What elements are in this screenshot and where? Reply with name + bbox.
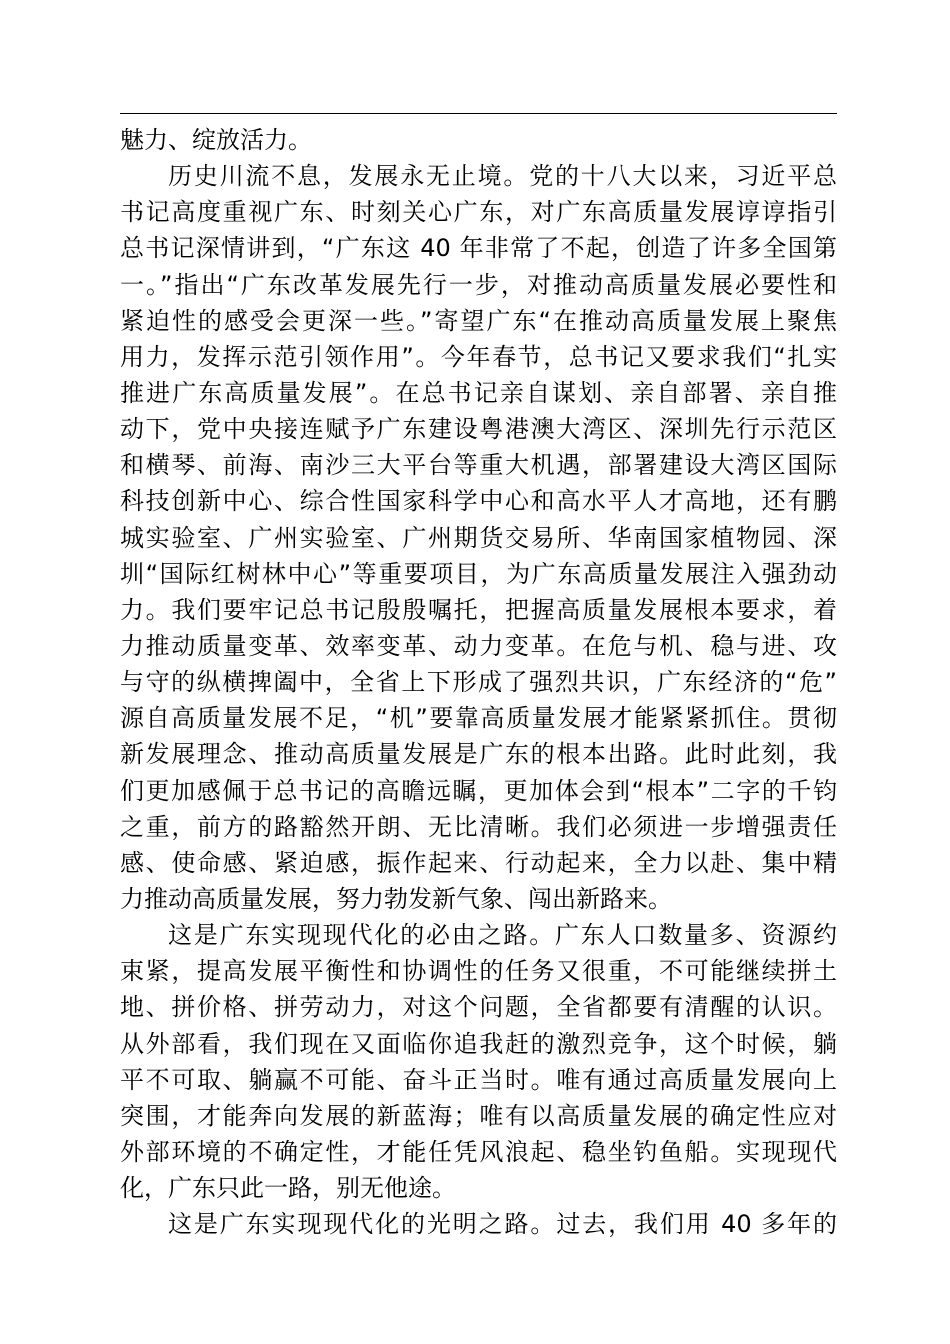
header-rule xyxy=(120,113,837,114)
text-line: 们更加感佩于总书记的高瞻远瞩，更加体会到“根本”二字的千钧 xyxy=(120,776,837,805)
text-line: 地、拼价格、拼劳动力，对这个问题，全省都要有清醒的认识。 xyxy=(120,993,837,1022)
text-line: 用力，发挥示范引领作用”。今年春节，总书记又要求我们“扎实 xyxy=(120,342,837,371)
text-line: 从外部看，我们现在又面临你追我赶的激烈竞争，这个时候，躺 xyxy=(120,1029,837,1058)
text-line: 新发展理念、推动高质量发展是广东的根本出路。此时此刻，我 xyxy=(120,740,837,769)
text-line: 外部环境的不确定性，才能任凭风浪起、稳坐钓鱼船。实现现代 xyxy=(120,1137,837,1166)
text-line: 科技创新中心、综合性国家科学中心和高水平人才高地，还有鹏 xyxy=(120,487,837,516)
text-line: 圳“国际红树林中心”等重要项目，为广东高质量发展注入强劲动 xyxy=(120,559,837,588)
text-line: 紧迫性的感受会更深一些。”寄望广东“在推动高质量发展上聚焦 xyxy=(120,306,837,335)
body-text xyxy=(120,122,837,1242)
text-line: 总书记深情讲到，“广东这 40 年非常了不起，创造了许多全国第 xyxy=(120,234,837,263)
text-line: 力推动高质量发展，努力勃发新气象、闯出新路来。 xyxy=(120,884,672,913)
text-line: 这是广东实现现代化的必由之路。广东人口数量多、资源约 xyxy=(168,921,837,950)
text-line: 平不可取、躺赢不可能、奋斗正当时。唯有通过高质量发展向上 xyxy=(120,1065,837,1094)
text-line: 束紧，提高发展平衡性和协调性的任务又很重，不可能继续拼土 xyxy=(120,957,837,986)
text-line: 历史川流不息，发展永无止境。党的十八大以来，习近平总 xyxy=(168,162,837,191)
text-line: 力推动质量变革、效率变革、动力变革。在危与机、稳与进、攻 xyxy=(120,631,837,660)
text-line: 魅力、绽放活力。 xyxy=(120,126,312,154)
text-line: 一。”指出“广东改革发展先行一步，对推动高质量发展必要性和 xyxy=(120,270,837,299)
text-line: 化，广东只此一路，别无他途。 xyxy=(120,1174,456,1203)
text-line: 城实验室、广州实验室、广州期货交易所、华南国家植物园、深 xyxy=(120,523,837,552)
text-line: 感、使命感、紧迫感，振作起来、行动起来，全力以赴、集中精 xyxy=(120,848,837,877)
text-line: 和横琴、前海、南沙三大平台等重大机遇，部署建设大湾区国际 xyxy=(120,451,837,480)
text-line: 与守的纵横捭阖中，全省上下形成了强烈共识，广东经济的“危” xyxy=(120,668,837,697)
text-line: 源自高质量发展不足，“机”要靠高质量发展才能紧紧抓住。贯彻 xyxy=(120,704,837,733)
text-line: 力。我们要牢记总书记殷殷嘱托，把握高质量发展根本要求，着 xyxy=(120,595,837,624)
text-line: 之重，前方的路豁然开朗、无比清晰。我们必须进一步增强责任 xyxy=(120,812,837,841)
text-line: 书记高度重视广东、时刻关心广东，对广东高质量发展谆谆指引 xyxy=(120,198,837,227)
text-line: 这是广东实现现代化的光明之路。过去，我们用 40 多年的 xyxy=(168,1210,837,1239)
text-line: 推进广东高质量发展”。在总书记亲自谋划、亲自部署、亲自推 xyxy=(120,378,837,407)
text-line: 突围，才能奔向发展的新蓝海；唯有以高质量发展的确定性应对 xyxy=(120,1101,837,1130)
text-line: 动下，党中央接连赋予广东建设粤港澳大湾区、深圳先行示范区 xyxy=(120,415,837,444)
